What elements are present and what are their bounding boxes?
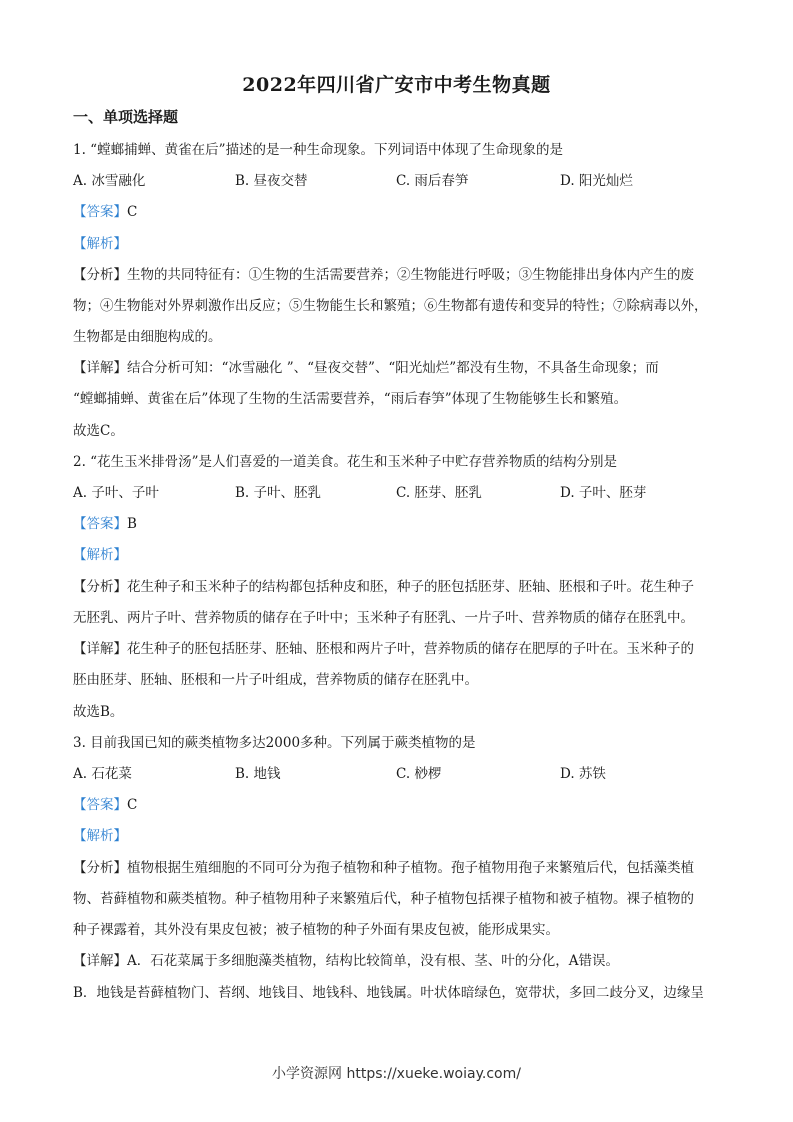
analysis-text: 【分析】生物的共同特征有：①生物的生活需要营养；②生物能进行呼吸；③生物能排出身体内产生的废 (73, 267, 694, 283)
detail-text: 【详解】结合分析可知：“冰雪融化 ”、“昼夜交替”、“阳光灿烂”都没有生物，不具备生命现象；而 (73, 360, 659, 376)
option-b: B. 子叶、胚乳 (235, 485, 322, 501)
analysis-text: 【分析】植物根据生殖细胞的不同可分为孢子植物和种子植物。孢子植物用孢子来繁殖后代，包括藻类植 (73, 860, 694, 876)
analysis-text: 种子裸露着，其外没有果皮包被；被子植物的种子外面有果皮包被，能形成果实。 (73, 922, 559, 938)
answer-line (73, 202, 723, 222)
page-footer: 小学资源网 https://xueke.woiay.com/ (272, 1066, 521, 1082)
option-c: C. 桫椤 (396, 766, 442, 782)
analysis-tag: 【解析】 (73, 236, 127, 252)
option-d: D. 阳光灿烂 (560, 173, 633, 189)
analysis-tag: 【解析】 (73, 547, 127, 563)
option-a: A. 子叶、子叶 (73, 485, 159, 501)
section-heading: 一、单项选择题 (73, 108, 179, 126)
question-1-stem: 1. “螳螂捕蝉、黄雀在后”描述的是一种生命现象。下列词语中体现了生命现象的是 (73, 142, 563, 158)
option-a: A. 石花菜 (73, 766, 132, 782)
conclusion-text: 故选C。 (73, 423, 124, 439)
analysis-text: 物、苔藓植物和蕨类植物。种子植物用种子来繁殖后代，种子植物包括裸子植物和被子植物。裸子植物的 (73, 891, 694, 907)
option-d: D. 子叶、胚芽 (560, 485, 647, 501)
detail-text: 胚由胚芽、胚轴、胚根和一片子叶组成，营养物质的储存在胚乳中。 (73, 672, 478, 688)
answer-value: C (127, 204, 138, 220)
detail-text: “螳螂捕蝉、黄雀在后”体现了生物的生活需要营养，“雨后春笋”体现了生物能够生长和繁殖。 (73, 391, 628, 407)
analysis-text: 无胚乳、两片子叶、营养物质的储存在子叶中；玉米种子有胚乳、一片子叶、营养物质的储存在胚乳中。 (73, 610, 694, 626)
conclusion-text: 故选B。 (73, 704, 124, 720)
question-3-stem: 3. 目前我国已知的蕨类植物多达2000多种。下列属于蕨类植物的是 (73, 735, 476, 751)
option-a: A. 冰雪融化 (73, 173, 146, 189)
page-title: 2022年四川省广安市中考生物真题 (242, 74, 551, 96)
detail-text: 【详解】A．石花菜属于多细胞藻类植物，结构比较简单，没有根、茎、叶的分化，A错误。 (73, 953, 619, 969)
analysis-tag: 【解析】 (73, 828, 127, 844)
detail-text: 【详解】花生种子的胚包括胚芽、胚轴、胚根和两片子叶，营养物质的储存在肥厚的子叶在。玉米种子的 (73, 641, 694, 657)
answer-tag: 【答案】 (73, 204, 127, 220)
answer-value: B (127, 516, 137, 532)
option-b: B. 地钱 (235, 766, 281, 782)
detail-text: B．地钱是苔藓植物门、苔纲、地钱目、地钱科、地钱属。叶状体暗绿色，宽带状，多回二歧分叉，边缘呈 (73, 985, 704, 1001)
answer-line (73, 514, 723, 534)
answer-tag: 【答案】 (73, 797, 127, 813)
answer-tag: 【答案】 (73, 516, 127, 532)
option-d: D. 苏铁 (560, 766, 606, 782)
option-c: C. 雨后春笋 (396, 173, 469, 189)
analysis-text: 【分析】花生种子和玉米种子的结构都包括种皮和胚，种子的胚包括胚芽、胚轴、胚根和子叶。花生种子 (73, 579, 694, 595)
answer-line (73, 795, 723, 815)
answer-value: C (127, 797, 138, 813)
option-c: C. 胚芽、胚乳 (396, 485, 482, 501)
option-b: B. 昼夜交替 (235, 173, 308, 189)
analysis-text: 生物都是由细胞构成的。 (73, 329, 222, 345)
question-2-stem: 2. “花生玉米排骨汤”是人们喜爱的一道美食。花生和玉米种子中贮存营养物质的结构分别是 (73, 454, 617, 470)
analysis-text: 物；④生物能对外界刺激作出反应；⑤生物能生长和繁殖；⑥生物都有遗传和变异的特性；⑦除病毒以外， (73, 298, 708, 314)
